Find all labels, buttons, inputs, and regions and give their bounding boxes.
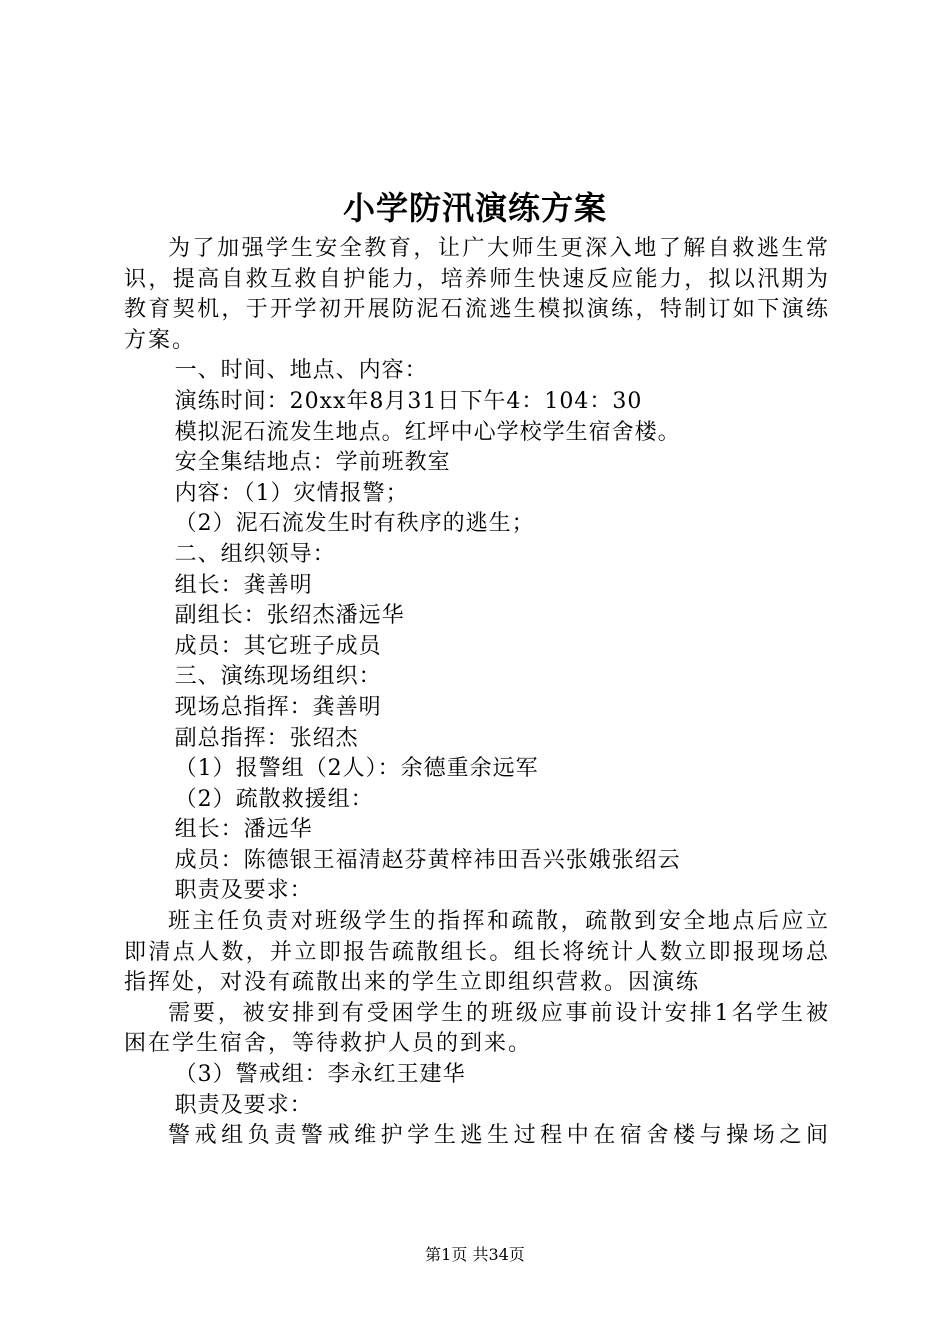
section-heading-onsite: 三、演练现场组织： xyxy=(174,664,382,690)
paragraph-intro: 为了加强学生安全教育，让广大师生更深入地了解自救逃生常识，提高自救互救自护能力，培养师生快速反应能力，拟以汛期为教育契机，于开学初开展防泥石流逃生模拟演练，特制订如下演练方案。 xyxy=(124,236,830,353)
line-content-2: （2）泥石流发生时有秩序的逃生； xyxy=(174,511,535,537)
line-drill-location: 模拟泥石流发生地点。红坪中心学校学生宿舍楼。 xyxy=(174,419,681,445)
line-group-leader: 组长：龚善明 xyxy=(174,572,313,598)
document-body xyxy=(124,234,830,1152)
line-duties-heading-1: 职责及要求： xyxy=(174,878,313,904)
line-evacuation-members: 成员：陈德银王福清赵芬黄梓祎田吾兴张娥张绍云 xyxy=(174,847,681,873)
line-deputy-leader: 副组长：张绍杰潘远华 xyxy=(174,603,405,629)
line-alarm-group: （1）报警组（2人）：余德重余远军 xyxy=(174,756,539,782)
line-chief-commander: 现场总指挥：龚善明 xyxy=(174,694,382,720)
paragraph-duties-1: 班主任负责对班级学生的指挥和疏散，疏散到安全地点后应立即清点人数，并立即报告疏散组长。组长将统计人数立即报现场总指挥处，对没有疏散出来的学生立即组织营救。因演练 xyxy=(124,909,830,996)
document-title: 小学防汛演练方案 xyxy=(342,189,607,227)
line-content-1: 内容：（1）灾情报警； xyxy=(174,480,409,506)
section-heading-time-place: 一、时间、地点、内容： xyxy=(174,358,428,384)
line-drill-time: 演练时间：20xx年8月31日下午4：104：30 xyxy=(174,388,643,414)
page-footer: 第1页 共34页 xyxy=(425,1245,525,1264)
section-heading-leadership: 二、组织领导： xyxy=(174,541,336,567)
line-guard-group: （3）警戒组：李永红王建华 xyxy=(174,1062,466,1088)
line-duties-heading-2: 职责及要求： xyxy=(174,1092,313,1118)
line-evacuation-group: （2）疏散救援组： xyxy=(174,786,374,812)
paragraph-guard-duties: 警戒组负责警戒维护学生逃生过程中在宿舍楼与操场之间 xyxy=(168,1123,830,1149)
line-members: 成员：其它班子成员 xyxy=(174,633,382,659)
line-evacuation-leader: 组长：潘远华 xyxy=(174,817,313,843)
line-deputy-commander: 副总指挥：张绍杰 xyxy=(174,725,359,751)
paragraph-duties-2: 需要，被安排到有受困学生的班级应事前设计安排1名学生被困在学生宿舍，等待救护人员的到来。 xyxy=(124,1000,830,1057)
line-assembly-point: 安全集结地点：学前班教室 xyxy=(174,450,451,476)
